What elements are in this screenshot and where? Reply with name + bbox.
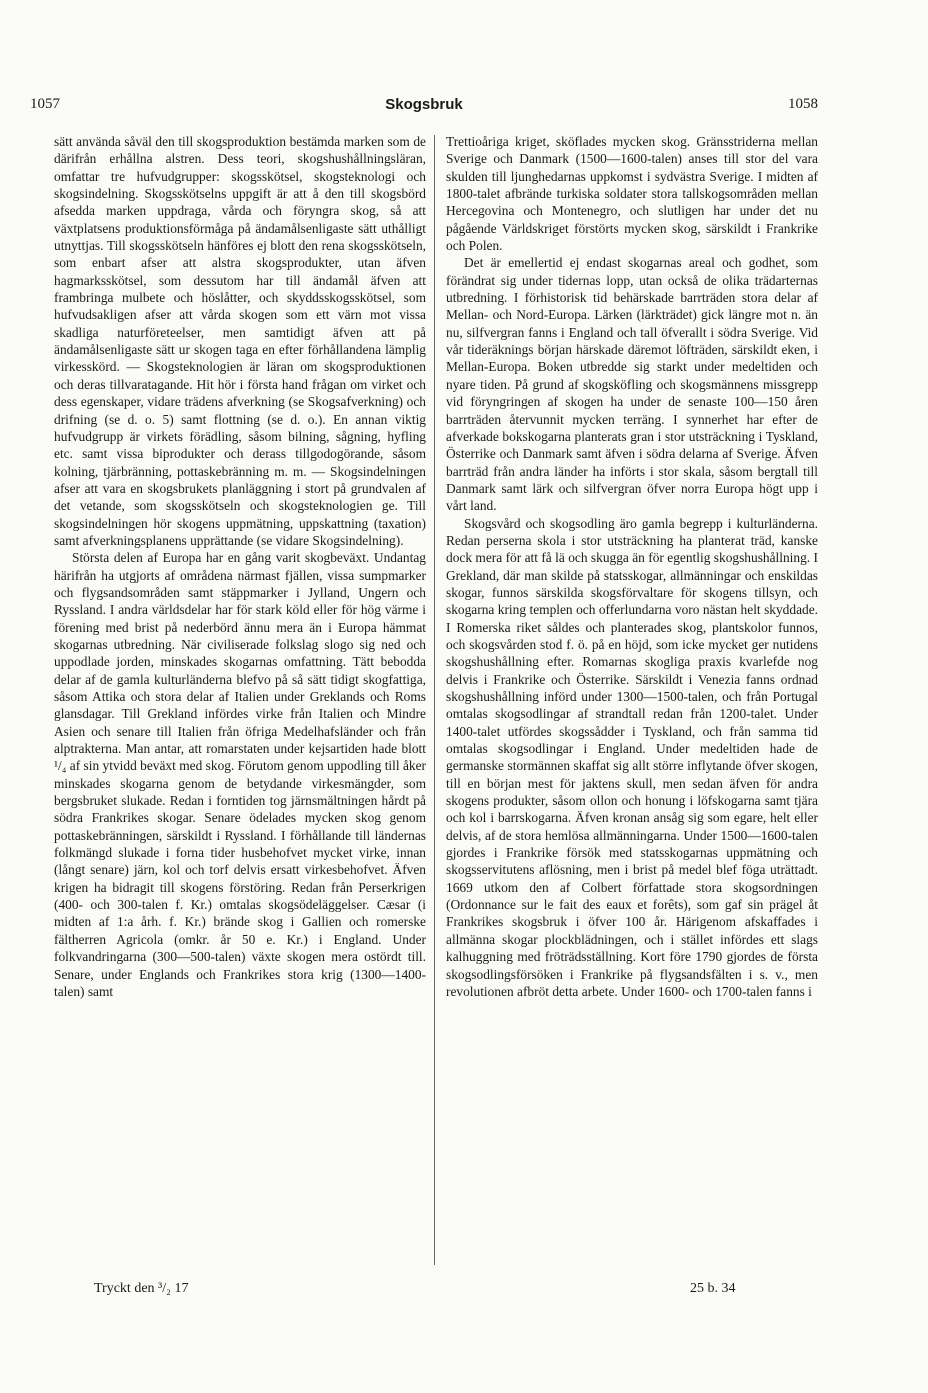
paragraph: Det är emellertid ej endast skogarnas areal och godhet, som förändrat sig under tidernas lopp, utan också de olika trädarternas utbredning. I förhistorisk tid behärskade barrträden stora delar af Mellan- och Nord-Europa. Lärken (lärkträdet) gick längre mot n. än nu, silfvergran fanns i England och tall öfverallt i södra Sverige. Vid vår tideräknings början härskade däremot löfträden, särskildt eken, i Mellan-Europa. Boken utbredde sig starkt under medeltiden och nyare tiden. På grund af skogsköfling och skogsmännens missgrepp vid föryngringen af skogen ha under de senaste 100—150 åren barrträden återvunnit mycken terräng. I synnerhet har efter de afverkade bokskogarna planterats gran i stor utsträckning i Tyskland, Österrike och Danmark samt äfven i södra delarna af Sverige. Äfven barrträd från andra länder ha införts i stor skala, såsom bergtall till Danmark samt lärk och silfvergran öfver norra Europa högt upp i vårt land.	[446, 255, 818, 514]
paragraph: Största delen af Europa har en gång varit skogbeväxt. Undantag härifrån ha utgjorts af områdena närmast fjällen, vissa sumpmarker och flygsandsområden samt stäppmarker i Jylland, Ungern och Ryssland. I andra världsdelar har för stark köld eller för hög värme i förening med brist på nederbörd ännu mera än i Europa hämmat skogarnas utbredning. När civiliserade folkslag slogo sig ned och uppodlade jorden, minskades skogarnas omfattning. Tätt bebodda delar af de gamla kulturländerna blefvo på så sätt tidigt skogfattiga, såsom Attika och stora delar af Italien under Greklands och Roms glansdagar. Till Grekland infördes virke från Italien och Mindre Asien och senare till Italien från öfriga Medelhafsländer och från alptrakterna. Man antar, att romarstaten under kejsartiden hade blott ¹/₄ af sin ytvidd beväxt med skog. Förutom genom uppodling till åker minskades skogarna genom de betydande virkesmängder, som bergsbruket slukade. Redan i forntiden tog järnsmältningen hårdt på södra Frankrikes skogar. Senare ödelades mycken skog genom pottaskebränningen, särskildt i Ryssland. I förhållande till ländernas folkmängd slukade i forna tider husbehofvet mycket virke, innan (långt senare) järn, kol och torf delvis ersatt virkesbehofvet. Äfven krigen ha bidragit till skogens förstöring. Redan från Perserkrigen (400- och 300-talen f. Kr.) omtalas skogsödeläggelser. Cæsar (i midten af 1:a årh. f. Kr.) brände skog i Gallien och romerske fältherren Agricola (omkr. år 50 e. Kr.) i England. Under folkvandringarna (300—500-talen) växte skogen mera ostördt till. Senare, under Englands och Frankrikes stora krig (1300—1400-talen) samt	[54, 550, 426, 999]
column-divider	[434, 135, 435, 1265]
print-date: Tryckt den ³/₂ 17	[94, 1281, 189, 1296]
paragraph: sätt använda såväl den till skogsproduktion bestämda marken som de därifrån erhållna alstren. Dess teori, skogshushållningsläran, omfattar tre hufvudgrupper: skogsskötsel, skogsteknologi och skogsindelning. Skogsskötselns uppgift är att å den till skogsbörd afsedda marken uppdraga, vårda och föryngra skog, så att växtplatsens produktionsförmåga på ändamålsenligaste sätt uthålligt utnyttjas. Till skogsskötseln hänföres ej blott den rena skogsskötseln, som enbart afser att alstra skogsprodukter, utan äfven hagmarksskötsel, som dessutom har till ändamål äfven att frambringa mulbete och höslåtter, och skyddsskogsskötsel, som hufvudsakligen afser att vårda skogen som ett värn mot vissa skadliga naturföreteelser, men samtidigt äfven att på ändamålsenligaste sätt ur skogen taga en efter förhållandena lämplig virkesskörd. — Skogsteknologien är läran om skogsproduktionen och deras tillvaratagande. Hit hör i första hand frågan om virket och dess egenskaper, vidare trädens afverkning (se Skogsafverkning) och drifning (se d. o. 5) samt flottning (se d. o.). En annan viktig hufvudgrupp är virkets förädling, såsom bilning, sågning, hyfling etc. samt vissa biprodukter och derass tillgodogörande, såsom kolning, tjärbränning, pottaskebränning m. m. — Skogsindelningen afser att vara en skogsbrukets planläggning i stort på grundvalen af det vetande, som skogsskötseln och skogsteknologien ge. Till skogsindelningen hör skogens uppmätning, uppskattning (taxation) samt afverkningsplanens upprättande (se vidare Skogsindelning).	[54, 134, 426, 548]
page-title: Skogsbruk	[385, 96, 463, 113]
left-column	[54, 133, 426, 1273]
right-column	[446, 133, 818, 1273]
page-number-right: 1058	[788, 96, 818, 112]
sheet-signature: 25 b. 34	[690, 1281, 736, 1296]
paragraph: Skogsvård och skogsodling äro gamla begrepp i kulturländerna. Redan perserna skola i stor utsträckning ha planterat träd, kanske dock mera för att få lä och skugga än för egentlig skogshushållning. I Grekland, där man skilde på statsskogar, allmänningar och enskildas skogar, funnos särskilda skogsförvaltare för skogens tillsyn, och skogarna kring templen och offerlundarna voro nästan helt skyddade. I Romerska riket såldes och planterades skog, plantskolor funnos, och skogsvården stod f. ö. på en höjd, som icke mycket ger nutidens skogshushållning efter. Romarnas skogliga praxis kvarlefde nog delvis i Frankrike och Österrike. Särskildt i Venezia fanns ordnad skogshushållning införd under 1300—1500-talen, och från Portugal omtalas skogsodlingar af strandtall redan från 1200-talet. Under 1400-talet utfördes skogssådder i Tyskland, och från samma tid omtalas skogsodlingar i England. Under medeltiden hade de germanske stormännen skaffat sig allt större inflytande öfver skogen, till en början mest för jaktens skull, men sedan äfven för andra skogens produkter, såsom ollon och honung i löfskogarna samt tjära och kol i barrskogarna. Äfven kronan ansåg sig som egare, helt eller delvis, af de stora hemlösa allmänningarna. Under 1500—1600-talen gjordes i Frankrike försök med statsskogarnas uppmätning och skogsservitutens aflösning, men i brist på medel blef föga uträttadt. 1669 utkom den af Colbert författade stora skogsordningen (Ordonnance sur le fait des eaux et forêts), som gaf sin prägel åt Frankrikes skogsbruk i öfver 100 år. Härigenom afskaffades i allmänna skogar plockblädningen, och i stället infördes ett slags kalhuggning med fröträdsställning. Kort före 1790 gjordes de första skogsodlingsförsöken i Frankrike på flygsandsfälten i s. v., men revolutionen afbröt detta arbete. Under 1600- och 1700-talen fanns i	[446, 515, 818, 999]
page-header	[30, 96, 818, 118]
paragraph: Trettioåriga kriget, sköflades mycken skog. Gränsstriderna mellan Sverige och Danmark (1500—1600-talen) anses till stor del vara skulden till ljunghedarnas uppkomst i sydvästra Sverige. I midten af 1800-talet afbrände turkiska soldater stora tallskogsområden mellan Hercegovina och Montenegro, och slutligen har under det nu pågående Världskriget förstörts mycken skog, särskildt i Frankrike och Polen.	[446, 134, 818, 254]
page-number-left: 1057	[30, 96, 60, 112]
